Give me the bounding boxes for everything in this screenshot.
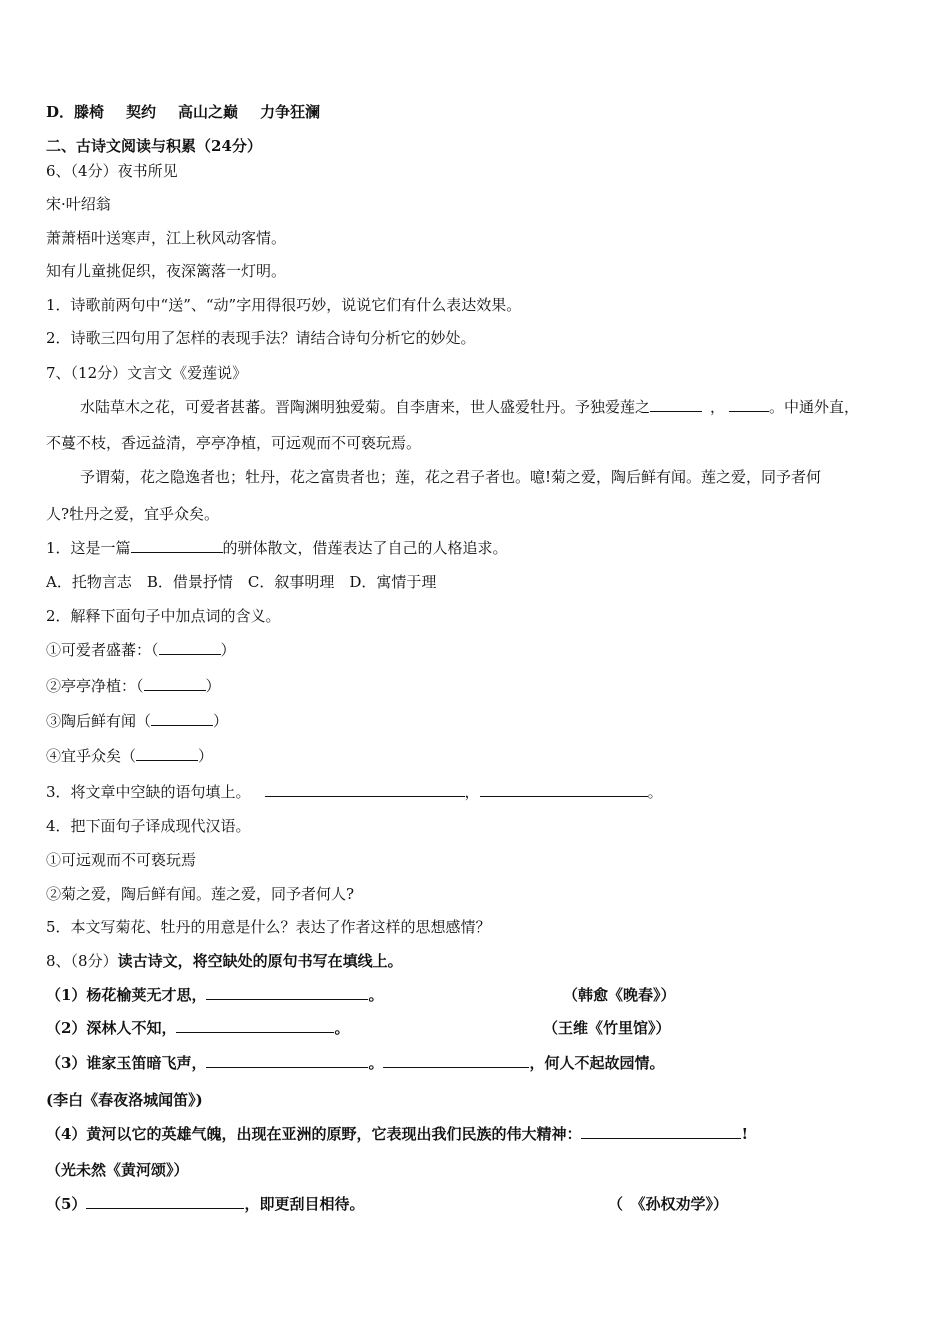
q6-title: 6、（4分）夜书所见 <box>46 162 178 180</box>
blank-genre[interactable] <box>131 538 223 553</box>
blank-q8-5[interactable] <box>86 1194 244 1209</box>
q6-author: 宋·叶绍翁 <box>46 195 111 213</box>
q6-subquestion-1: 1．诗歌前两句中“送”、“动”字用得很巧妙，说说它们有什么表达效果。 <box>46 296 522 314</box>
blank-explain-2[interactable] <box>144 676 206 691</box>
q7-passage-line2: 不蔓不枝，香远益清，亭亭净植，可远观而不可亵玩焉。 <box>46 434 422 452</box>
q7-explain-3: ③陶后鲜有闻（ ） <box>46 712 229 730</box>
blank-q8-4[interactable] <box>581 1124 741 1139</box>
q7-passage-line4: 人?牡丹之爱，宜乎众矣。 <box>46 505 220 523</box>
option-d: D．滕椅 契约 高山之巅 力争狂澜 <box>46 103 321 121</box>
blank-explain-4[interactable] <box>136 746 198 761</box>
q7-translate-2: ②菊之爱，陶后鲜有闻。莲之爱，同予者何人? <box>46 885 355 903</box>
q7-translate-1: ①可远观而不可亵玩焉 <box>46 851 197 869</box>
q8-item-5-source: （ 《孙权劝学》） <box>608 1195 729 1213</box>
q8-title: 8、（8分）读古诗文，将空缺处的原句书写在填线上。 <box>46 952 403 970</box>
q8-item-1-source: （韩愈《晚春》） <box>563 986 676 1004</box>
q8-item-2: （2）深林人不知， 。 <box>46 1019 350 1037</box>
q6-subquestion-2: 2．诗歌三四句用了怎样的表现手法？请结合诗句分析它的妙处。 <box>46 329 476 347</box>
blank-2[interactable] <box>729 397 769 412</box>
q7-subquestion-2: 2．解释下面句子中加点词的含义。 <box>46 607 281 625</box>
q7-title: 7、（12分）文言文《爱莲说》 <box>46 364 248 382</box>
q6-poem-line1: 萧萧梧叶送寒声，江上秋风动客情。 <box>46 229 287 247</box>
q8-item-5: （5） ，即更刮目相待。 <box>46 1195 365 1213</box>
blank-q8-3a[interactable] <box>206 1053 368 1068</box>
q7-passage-line3: 予谓菊，花之隐逸者也；牡丹，花之富贵者也；莲，花之君子者也。噫!菊之爱，陶后鲜有闻。莲之爱，同予者何 <box>80 468 822 486</box>
blank-q8-2[interactable] <box>176 1018 334 1033</box>
blank-q8-3b[interactable] <box>383 1053 529 1068</box>
blank-fill-2[interactable] <box>480 782 648 797</box>
blank-explain-1[interactable] <box>159 640 221 655</box>
q6-poem-line2: 知有儿童挑促织，夜深篱落一灯明。 <box>46 262 287 280</box>
q8-item-3-source: (李白《春夜洛城闻笛》) <box>46 1091 203 1109</box>
q7-subquestion-4: 4．把下面句子译成现代汉语。 <box>46 817 251 835</box>
q8-item-4: （4）黄河以它的英雄气魄，出现在亚洲的原野，它表现出我们民族的伟大精神： ! <box>46 1125 749 1143</box>
q8-item-4-source: （光未然《黄河颂》） <box>46 1161 189 1179</box>
q8-item-2-source: （王维《竹里馆》） <box>543 1019 671 1037</box>
q7-subquestion-5: 5．本文写菊花、牡丹的用意是什么？表达了作者这样的思想感情？ <box>46 918 491 936</box>
blank-q8-1[interactable] <box>206 985 368 1000</box>
section-2-heading: 二、古诗文阅读与积累（24分） <box>46 137 262 155</box>
q7-explain-2: ②亭亭净植：（ ） <box>46 677 221 695</box>
blank-1[interactable] <box>650 397 702 412</box>
q7-subquestion-3: 3．将文章中空缺的语句填上。 ， 。 <box>46 783 663 801</box>
q8-item-3: （3）谁家玉笛暗飞声， 。 ，何人不起故园情。 <box>46 1054 665 1072</box>
q7-subquestion-1: 1．这是一篇 的骈体散文，借莲表达了自己的人格追求。 <box>46 539 508 557</box>
blank-explain-3[interactable] <box>151 711 213 726</box>
blank-fill-1[interactable] <box>265 782 465 797</box>
q7-passage-line1: 水陆草木之花，可爱者甚蕃。晋陶渊明独爱菊。自李唐来，世人盛爱牡丹。予独爱莲之 ， 。中通外直， <box>80 398 860 416</box>
q7-explain-1: ①可爱者盛蕃：（ ） <box>46 641 236 659</box>
q7-subquestion-1-options: A．托物言志 B．借景抒情 C．叙事明理 D．寓情于理 <box>46 573 437 591</box>
q7-explain-4: ④宜乎众矣（ ） <box>46 747 214 765</box>
q8-item-1: （1）杨花榆荚无才思， 。 <box>46 986 384 1004</box>
